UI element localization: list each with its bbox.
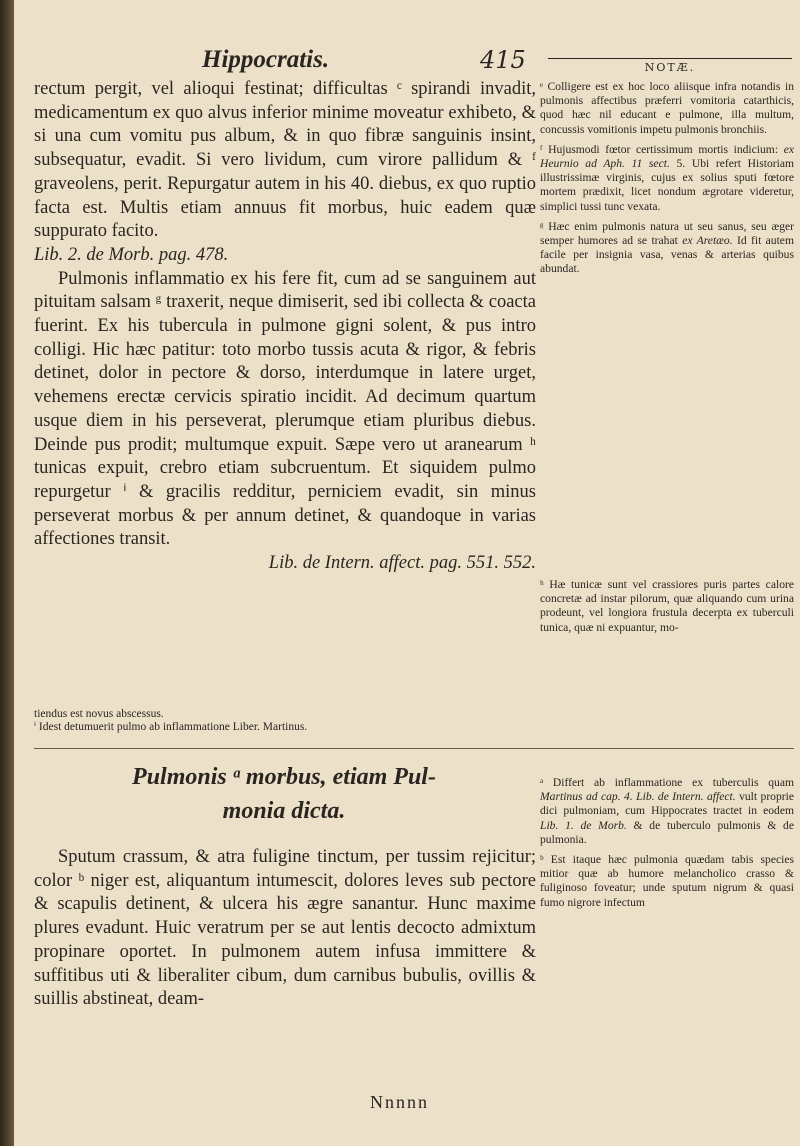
section-title <box>34 760 534 828</box>
running-title: Hippocratis. <box>202 46 330 73</box>
footnote-line-1: tiendus est novus abscessus. <box>34 708 164 720</box>
note-a-citation-2: Lib. 1. de Morb. <box>540 818 627 832</box>
note-a-text: ᵃ Differt ab inflammatione ex tuberculis quam <box>540 776 794 789</box>
note-a-citation: Martinus ad cap. 4. Lib. de Intern. affect. <box>540 790 736 804</box>
main-text-top <box>34 78 536 576</box>
note-f <box>540 143 794 214</box>
note-h: ʰ Hæ tunicæ sunt vel crassiores puris partes calore concretæ ad instar pilorum, quæ aliquando cum urina prodeunt, vel longiora frustula decerpta ex tuberculi tunica, quæ ni expuantur, mo- <box>540 578 794 634</box>
note-g-citation: ex Aretæo. <box>682 234 733 248</box>
note-f-rest: 5. Ubi refert Historiam illustrissimæ virginis, cujus ex solius sputi fœtore mortem prædixit, licet nondum ægrotare videretur, simplici tussi tunc vexata. <box>540 157 794 213</box>
page-number: 415 <box>480 46 526 74</box>
footnote-line-2: ⁱ Idest detumuerit pulmo ab inflammatione Liber. Martinus. <box>34 721 308 733</box>
main-paragraph-2: Pulmonis inflammatio ex his fere fit, cum ad se sanguinem aut pituitam salsam ᵍ traxerit, neque dimiserit, sed ibi collecta & coacta fuerint. Ex his tubercula in pulmone gigni solent, & pus intro colligi. Hic hæc patitur: toto morbo tussis acuta & rigor, & febris detinet, dolor in pectore & dorso, interdumque in latere urget, vehemens erectæ cervicis spiratio incidit. Ad decimum quartum usque diem in his perseverat, plerumque etiam pluribus diebus. Deinde pus prodit; multumque expuit. Sæpe vero ut aranearum ʰ tunicas expuit, crebro etiam subcruentum. Et siquidem pulmo repurgetur ⁱ & gracilis redditur, perniciem evadit, sin minus perseverat morbus & per annum detinet, & quandoque in varias affectiones transit. <box>34 268 536 550</box>
note-g <box>540 220 794 277</box>
note-f-text: ᶠ Hujusmodi fœtor certissimum mortis indicium: <box>540 142 779 156</box>
note-f-citation: ex Heurnio ad Aph. 11 sect. <box>540 142 794 171</box>
note-a <box>540 776 794 847</box>
main-citation-2: Lib. de Intern. affect. pag. 551. 552. <box>268 553 536 574</box>
notes-heading: NOTÆ. <box>548 58 792 74</box>
book-spine-edge <box>0 0 14 1146</box>
note-a-rest-2: & de tuberculo pulmonis & de pulmonia. <box>540 818 794 846</box>
note-g-rest: Id fit autem facile per insignia vasa, venas & arterias quibus abundat. <box>540 234 794 276</box>
note-b: ᵇ Est itaque hæc pulmonia quædam tabis species mitior quæ ab humore melancholico crasso & fuliginoso foveatur; unde sputum nigrum & quasi fumo nigrore infectum <box>540 853 794 909</box>
main-citation-1: Lib. 2. de Morb. pag. 478. <box>34 244 229 265</box>
notes-column-bottom <box>540 776 794 916</box>
main-text-bottom <box>34 846 536 1012</box>
notes-column-middle <box>540 578 794 641</box>
section-title-line-2: monia dicta. <box>222 798 346 824</box>
note-a-rest: vult proprie dici pulmoniam, cum Hippocrates tractet in eodem <box>540 790 795 818</box>
note-g-text: ᵍ Hæc enim pulmonis natura ut seu sanus, seu æger semper humores ad se trahat <box>540 219 794 248</box>
page-header <box>14 40 800 80</box>
section-divider <box>34 748 794 749</box>
footnotes <box>34 708 534 734</box>
signature-mark: Nnnnn <box>370 1092 429 1112</box>
notes-column-top <box>540 80 794 283</box>
section-title-line-1: Pulmonis ᵃ morbus, etiam Pul- <box>132 764 436 790</box>
note-e: ᵉ Colligere est ex hoc loco aliisque infra notandis in pulmonis affectibus præferri vomitoria catarthicis, quod hæc nil educant e pulmone, illa multum, concussis vomitionis impetu pulmonis bronchiis. <box>540 80 794 136</box>
main-paragraph-1: rectum pergit, vel alioqui festinat; difficultas ᶜ spirandi invadit, medicamentum ex quo alvus inferior minime moveatur exhibeto, & si una cum vomitu pus album, & in quo fibræ sanguinis insint, subsequatur, evadit. Si vero lividum, cum virore pallidum & ᶠ graveolens, perit. Repurgatur autem in his 40. diebus, ex quo ruptio facta est. Multis etiam annuus fit morbus, huic eadem quæ suppurato facito. <box>34 79 536 242</box>
book-page <box>14 0 800 1146</box>
main-paragraph-3: Sputum crassum, & atra fuligine tinctum, per tussim rejicitur; color ᵇ niger est, aliquantum intumescit, dolores leves sub pectore & scapulis detinent, & ulcera his ægre sanantur. Hunc maxime plures evadunt. Huic veratrum per se aut lentis decocto admixtum propinare oportet. In pulmonem autem infusa immittere & suffitibus uti & liberaliter cibum, dum carnibus bubulis, ovillis & suillis abstineat, deam- <box>34 847 536 1010</box>
